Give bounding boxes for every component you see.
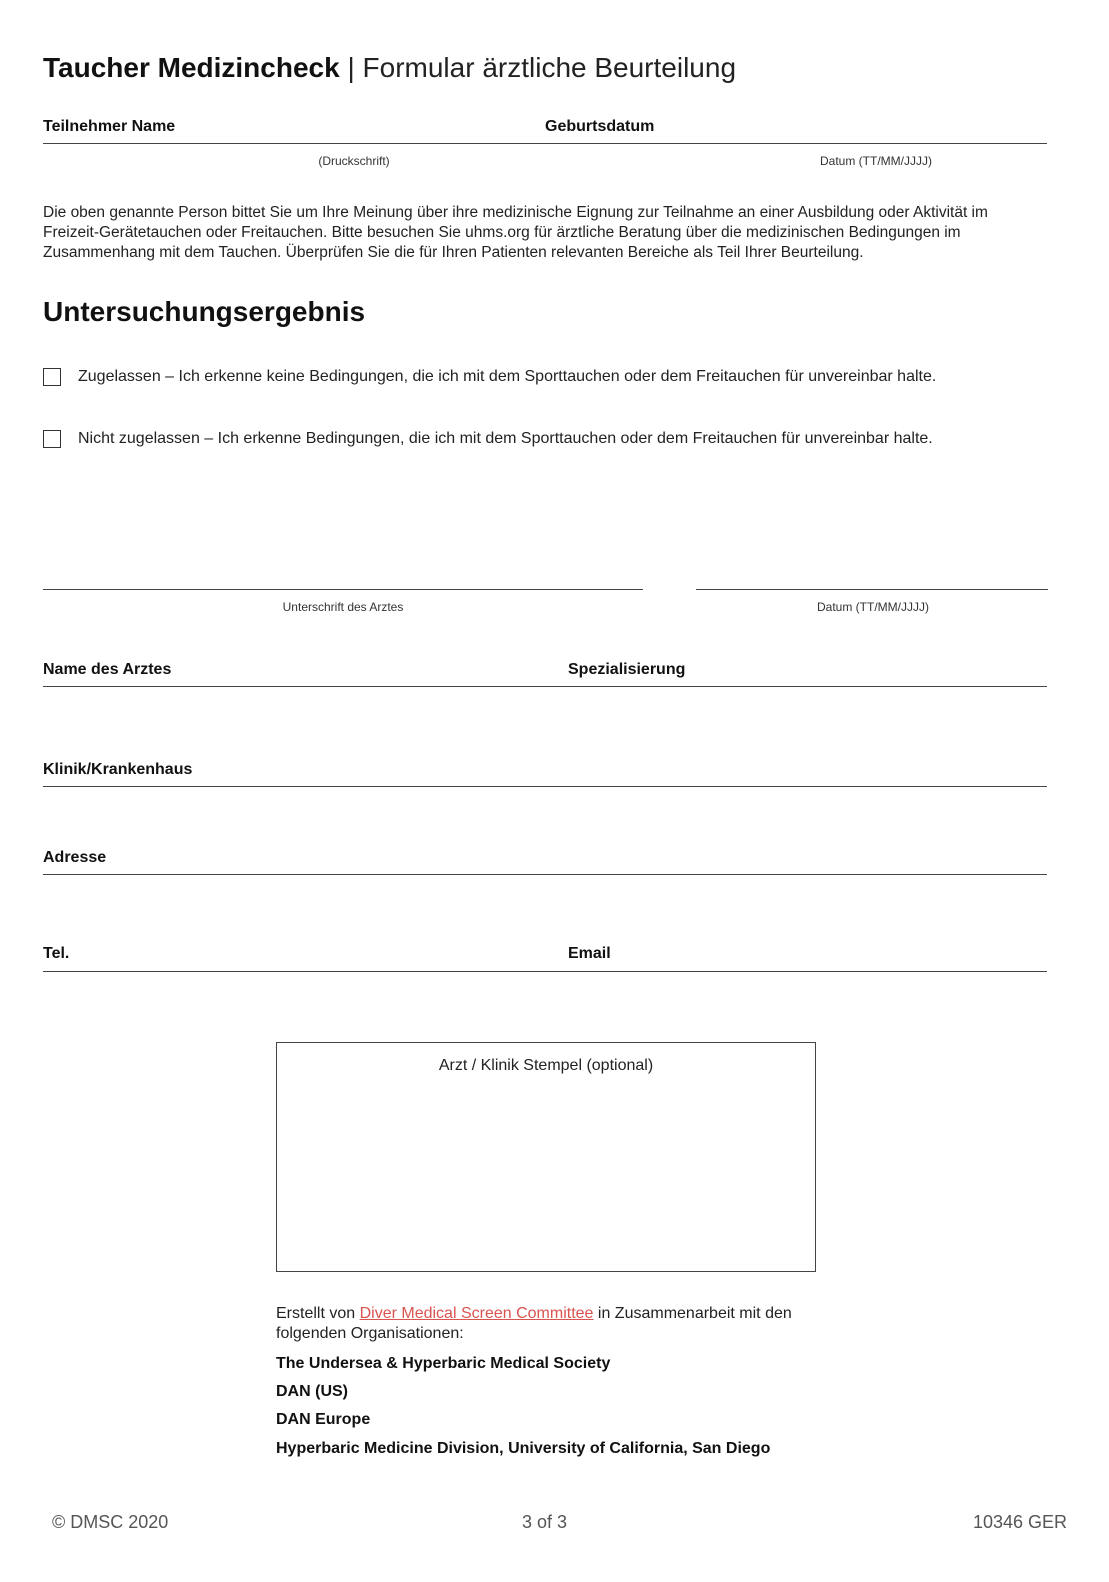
email-label: Email: [568, 945, 611, 962]
signature-line[interactable]: [43, 589, 643, 590]
clinic-line[interactable]: [43, 786, 1047, 787]
footer-page-number: 3 of 3: [522, 1512, 568, 1532]
not-approved-label: Nicht zugelassen – Ich erkenne Bedingungen, die ich mit dem Sporttauchen oder dem Freitauchen für unvereinbar halte.: [78, 430, 933, 447]
intro-paragraph: Die oben genannte Person bittet Sie um Ihre Meinung über ihre medizinische Eignung zur Teilnahme an einer Ausbildung oder Aktivität im Freizeit-Gerätetauchen oder Freitauchen. Bitte besuchen Sie uhms.org für ärztliche Beratung über die medizinischen Bedingungen im Zusammenhang mit dem Tauchen. Überprüfen Sie die für Ihren Patienten relevanten Bereiche als Teil Ihrer Beurteilung.: [43, 204, 988, 261]
org-uhms: The Undersea & Hyperbaric Medical Society: [276, 1355, 611, 1372]
dmsc-link[interactable]: Diver Medical Screen Committee: [359, 1305, 594, 1322]
signature-date-caption: Datum (TT/MM/JJJJ): [817, 600, 929, 614]
doctor-name-line[interactable]: [43, 686, 1047, 687]
signature-caption: Unterschrift des Arztes: [282, 600, 404, 614]
print-caption: (Druckschrift): [318, 154, 390, 168]
approved-checkbox[interactable]: [43, 368, 61, 386]
credits-prefix: Erstellt von: [276, 1305, 356, 1322]
dob-caption: Datum (TT/MM/JJJJ): [820, 154, 932, 168]
approved-label: Zugelassen – Ich erkenne keine Bedingungen, die ich mit dem Sporttauchen oder dem Freitauchen für unvereinbar halte.: [78, 368, 937, 385]
phone-email-line[interactable]: [43, 971, 1047, 972]
title-subtitle: Formular ärztliche Beurteilung: [362, 52, 737, 83]
signature-date-line[interactable]: [696, 589, 1048, 590]
credits-suffix: in Zusammenarbeit mit den folgenden Organisationen:: [276, 1305, 792, 1342]
clinic-label: Klinik/Krankenhaus: [43, 761, 193, 778]
doctor-name-label: Name des Arztes: [43, 661, 172, 678]
participant-line[interactable]: [43, 143, 1047, 144]
footer-copyright: © DMSC 2020: [52, 1512, 169, 1532]
org-dan-europe: DAN Europe: [276, 1411, 371, 1428]
result-heading: Untersuchungsergebnis: [43, 296, 366, 327]
title-bold: Taucher Medizincheck: [43, 52, 340, 83]
credits-text: [276, 1304, 836, 1344]
title-separator: |: [347, 52, 355, 83]
not-approved-checkbox[interactable]: [43, 430, 61, 448]
page-title: [43, 52, 736, 84]
address-line[interactable]: [43, 874, 1047, 875]
phone-label: Tel.: [43, 945, 70, 962]
specialization-label: Spezialisierung: [568, 661, 686, 678]
stamp-label: Arzt / Klinik Stempel (optional): [438, 1057, 654, 1074]
stamp-box[interactable]: [276, 1042, 816, 1272]
dob-label: Geburtsdatum: [545, 118, 655, 135]
address-label: Adresse: [43, 849, 107, 866]
org-dan-us: DAN (US): [276, 1383, 348, 1400]
footer-form-code: 10346 GER: [973, 1512, 1068, 1532]
org-ucsd: Hyperbaric Medicine Division, University of California, San Diego: [276, 1440, 771, 1457]
participant-name-label: Teilnehmer Name: [43, 118, 176, 135]
